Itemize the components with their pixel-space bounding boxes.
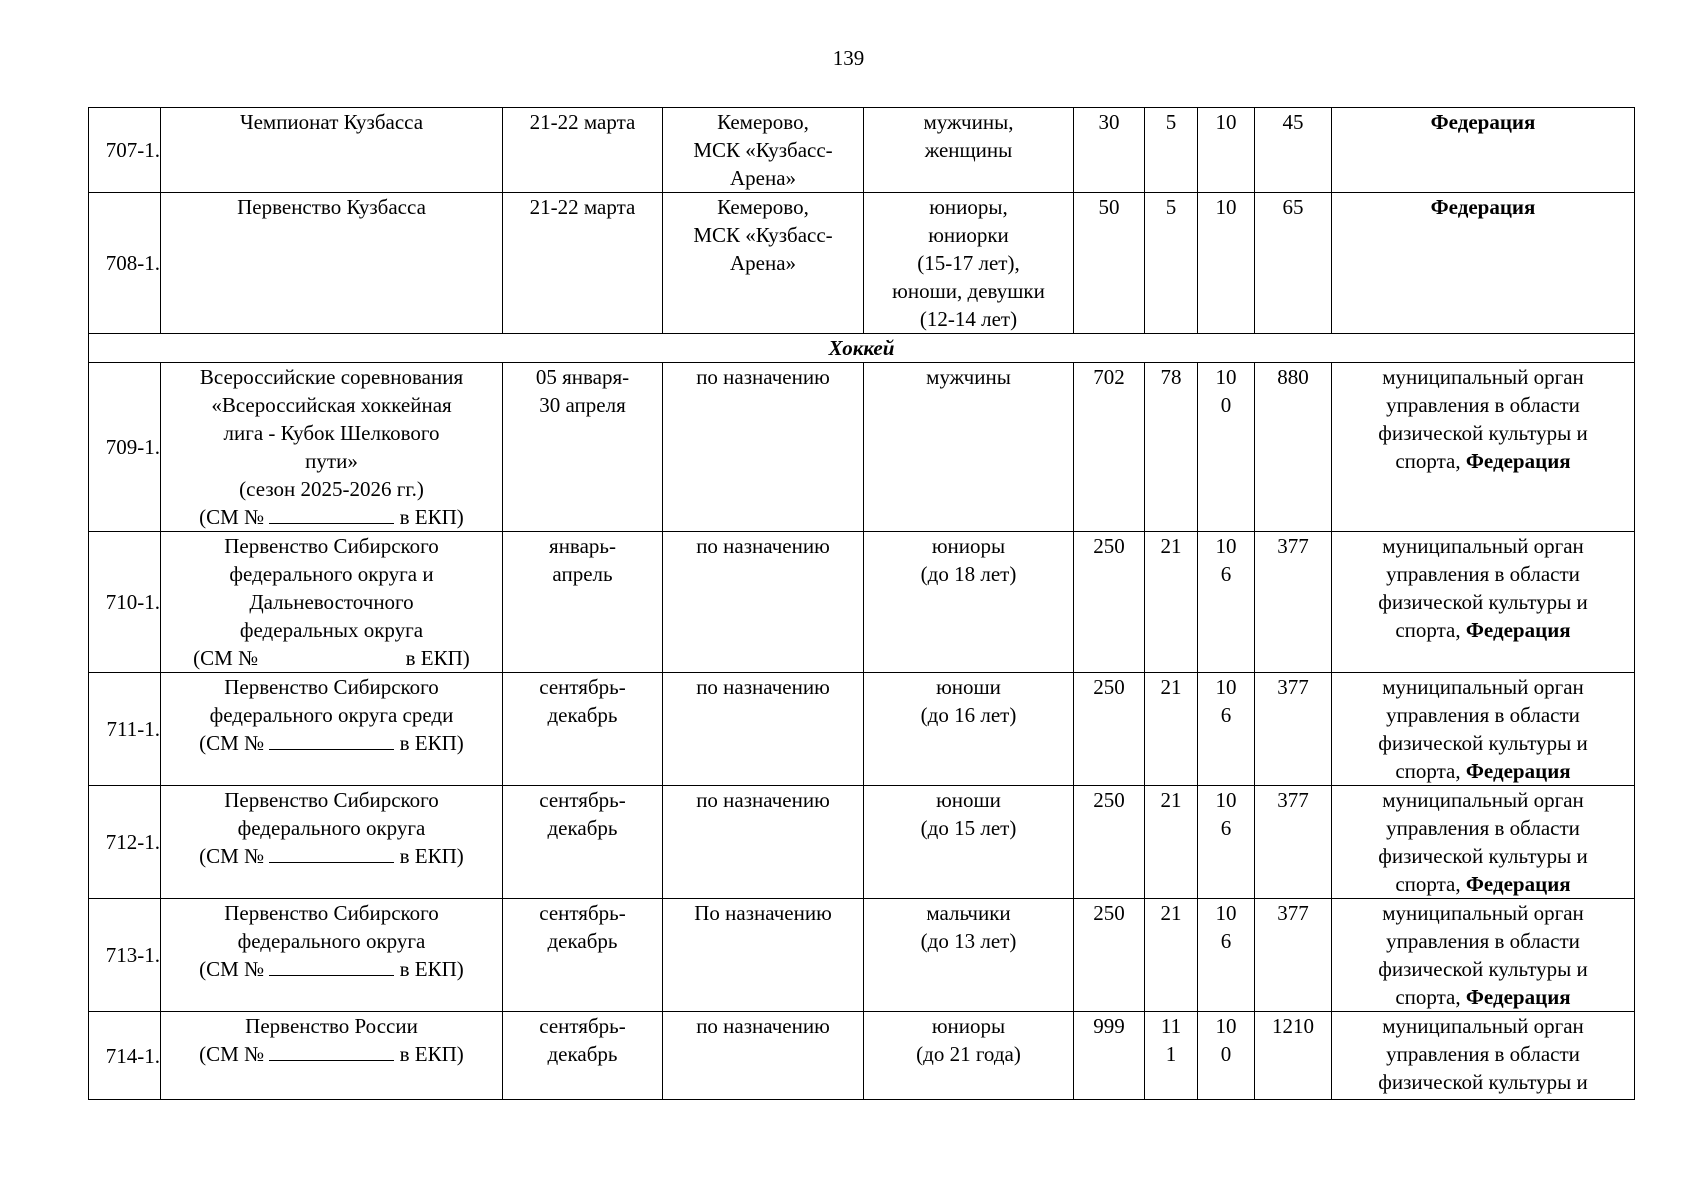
count-col-3-line: 10 (1215, 110, 1237, 134)
event-dates-line: январь- (549, 534, 616, 558)
event-place-line: по назначению (696, 534, 830, 558)
event-name-line: Первенство Сибирского (224, 534, 439, 558)
event-dates-line: 30 апреля (539, 393, 626, 417)
event-name-line: Всероссийские соревнования (199, 365, 464, 389)
event-participants-line: (15-17 лет), (917, 251, 1020, 275)
count-col-4-line: 45 (1282, 110, 1304, 134)
organizer-line (1334, 983, 1632, 1011)
event-participants (864, 673, 1074, 786)
organizer-line: физической культуры и (1378, 957, 1588, 981)
count-col-2-line: 21 (1160, 901, 1182, 925)
event-participants-line: (до 18 лет) (920, 562, 1017, 586)
count-col-4-line: 880 (1277, 365, 1309, 389)
count-col-1 (1074, 1012, 1145, 1100)
organizer-line: управления в области (1386, 816, 1580, 840)
organizer-line (1334, 757, 1632, 785)
count-col-4-line: 377 (1277, 788, 1309, 812)
event-place (663, 1012, 864, 1100)
event-dates-line: сентябрь- (539, 788, 626, 812)
count-col-3-line: 10 (1215, 788, 1237, 812)
organizer (1332, 673, 1635, 786)
event-participants-line: мальчики (926, 901, 1011, 925)
event-participants-line: мужчины, (923, 110, 1014, 134)
count-col-2-line: 5 (1165, 110, 1177, 134)
page-number: 139 (832, 46, 865, 70)
event-participants (864, 532, 1074, 673)
event-name (161, 1012, 503, 1100)
event-dates-line: сентябрь- (539, 901, 626, 925)
count-col-3 (1198, 786, 1255, 899)
event-dates-line: декабрь (547, 1042, 618, 1066)
count-col-3 (1198, 532, 1255, 673)
event-name (161, 363, 503, 532)
count-col-4 (1255, 1012, 1332, 1100)
event-participants (864, 193, 1074, 334)
count-col-4 (1255, 532, 1332, 673)
section-row (89, 334, 1635, 363)
count-col-2-line: 11 (1160, 1014, 1182, 1038)
organizer-line: физической культуры и (1378, 590, 1588, 614)
organizer-line: физической культуры и (1378, 731, 1588, 755)
event-dates (503, 1012, 663, 1100)
ekp-number-blank (269, 1042, 394, 1061)
event-participants-line: (до 21 года) (916, 1042, 1021, 1066)
table-row (89, 1012, 1635, 1100)
organizer-sport: спорта, (1395, 872, 1466, 896)
event-place (663, 363, 864, 532)
ekp-suffix: в ЕКП) (399, 1042, 464, 1066)
event-dates (503, 363, 663, 532)
count-col-3 (1198, 899, 1255, 1012)
event-place (663, 193, 864, 334)
ekp-number-blank (269, 957, 394, 976)
row-number: 714-1. (89, 1012, 161, 1100)
ekp-suffix: в ЕКП) (399, 731, 464, 755)
event-participants-line: женщины (924, 138, 1013, 162)
count-col-1-line: 30 (1098, 110, 1120, 134)
count-col-3 (1198, 108, 1255, 193)
ekp-number-blank (263, 647, 400, 665)
event-place-line: МСК «Кузбасс- (693, 223, 833, 247)
event-participants (864, 1012, 1074, 1100)
count-col-4 (1255, 363, 1332, 532)
count-col-4 (1255, 673, 1332, 786)
event-dates (503, 532, 663, 673)
count-col-2 (1145, 193, 1198, 334)
organizer-line: управления в области (1386, 393, 1580, 417)
count-col-3-line: 10 (1215, 1014, 1237, 1038)
event-participants-line: юноши (936, 675, 1001, 699)
event-name-line: Первенство Сибирского (224, 901, 439, 925)
count-col-2 (1145, 532, 1198, 673)
event-name-line: Первенство России (245, 1014, 418, 1038)
ekp-number-blank (269, 505, 394, 524)
event-name-line: «Всероссийская хоккейная (211, 393, 452, 417)
count-col-4 (1255, 108, 1332, 193)
event-dates-line: декабрь (547, 703, 618, 727)
organizer-line: управления в области (1386, 1042, 1580, 1066)
count-col-3-line: 6 (1220, 562, 1232, 586)
count-col-3-line: 0 (1220, 1042, 1232, 1066)
event-participants-line: юниорки (928, 223, 1009, 247)
count-col-2-line: 21 (1160, 675, 1182, 699)
organizer-line: физической культуры и (1378, 844, 1588, 868)
count-col-2 (1145, 673, 1198, 786)
table-row (89, 673, 1635, 786)
event-place-line: Арена» (729, 251, 797, 275)
event-place-line: Арена» (729, 166, 797, 190)
count-col-1 (1074, 363, 1145, 532)
event-name-line: федерального округа среди (209, 703, 454, 727)
event-name-line: лига - Кубок Шелкового (223, 421, 440, 445)
event-name-line: (сезон 2025-2026 гг.) (239, 477, 424, 501)
event-participants (864, 108, 1074, 193)
count-col-4-line: 65 (1282, 195, 1304, 219)
ekp-prefix: (СМ № (193, 646, 259, 670)
event-name-line: Первенство Сибирского (224, 788, 439, 812)
ekp-prefix: (СМ № (199, 844, 265, 868)
event-participants (864, 899, 1074, 1012)
count-col-2 (1145, 1012, 1198, 1100)
count-col-4 (1255, 899, 1332, 1012)
ekp-prefix: (СМ № (199, 505, 265, 529)
count-col-1 (1074, 108, 1145, 193)
ekp-number-blank (269, 731, 394, 750)
event-name-line: федеральных округа (239, 618, 424, 642)
event-name-line: Дальневосточного (249, 590, 414, 614)
event-name-line: пути» (305, 449, 358, 473)
event-participants-line: (до 16 лет) (920, 703, 1017, 727)
event-name-line: Первенство Кузбасса (237, 195, 426, 219)
organizer-line: муниципальный орган (1382, 675, 1584, 699)
event-place-line: по назначению (696, 788, 830, 812)
organizer-line: муниципальный орган (1382, 1014, 1584, 1038)
organizer-line: физической культуры и (1378, 1070, 1588, 1094)
organizer-sport: спорта, (1395, 985, 1466, 1009)
organizer-sport: спорта, (1395, 759, 1466, 783)
events-table (88, 107, 1635, 1100)
event-name (161, 786, 503, 899)
count-col-2-line: 21 (1160, 534, 1182, 558)
row-number: 709-1. (89, 363, 161, 532)
organizer (1332, 193, 1635, 334)
event-dates-line: декабрь (547, 816, 618, 840)
event-participants-line: (до 13 лет) (920, 929, 1017, 953)
event-name (161, 108, 503, 193)
row-number: 712-1. (89, 786, 161, 899)
event-place (663, 899, 864, 1012)
ekp-reference (163, 1040, 500, 1068)
event-dates (503, 899, 663, 1012)
event-participants-line: юниоры (931, 534, 1006, 558)
count-col-3-line: 6 (1220, 703, 1232, 727)
count-col-1-line: 50 (1098, 195, 1120, 219)
count-col-4-line: 377 (1277, 534, 1309, 558)
ekp-reference (163, 842, 500, 870)
organizer-line: управления в области (1386, 703, 1580, 727)
organizer-line: муниципальный орган (1382, 901, 1584, 925)
event-place-line: Кемерово, (717, 110, 809, 134)
event-place-line: по назначению (696, 365, 830, 389)
organizer-line (1334, 870, 1632, 898)
organizer-federation: Федерация (1465, 872, 1571, 896)
count-col-2 (1145, 786, 1198, 899)
organizer (1332, 363, 1635, 532)
count-col-1-line: 250 (1093, 901, 1125, 925)
event-participants-line: (12-14 лет) (919, 307, 1018, 331)
count-col-2 (1145, 108, 1198, 193)
event-name-line: федерального округа (237, 929, 426, 953)
count-col-1 (1074, 532, 1145, 673)
event-name (161, 899, 503, 1012)
organizer-federation: Федерация (1465, 618, 1571, 642)
event-participants-line: юноши (936, 788, 1001, 812)
event-dates-line: сентябрь- (539, 675, 626, 699)
table-row (89, 532, 1635, 673)
count-col-3-line: 10 (1215, 675, 1237, 699)
event-participants (864, 786, 1074, 899)
organizer-line: физической культуры и (1378, 421, 1588, 445)
organizer (1332, 108, 1635, 193)
organizer-sport: спорта, (1395, 449, 1466, 473)
ekp-prefix: (СМ № (199, 1042, 265, 1066)
count-col-2-line: 1 (1165, 1042, 1177, 1066)
count-col-1-line: 250 (1093, 534, 1125, 558)
event-dates (503, 193, 663, 334)
row-number: 713-1. (89, 899, 161, 1012)
event-participants-line: мужчины (926, 365, 1011, 389)
organizer-line (1334, 616, 1632, 644)
count-col-3-line: 10 (1215, 534, 1237, 558)
event-dates-line: 05 января- (535, 365, 630, 389)
event-participants-line: юниоры, (929, 195, 1008, 219)
event-participants-line: (до 15 лет) (920, 816, 1017, 840)
count-col-3-line: 6 (1220, 816, 1232, 840)
organizer-federation: Федерация (1465, 759, 1571, 783)
organizer-line: муниципальный орган (1382, 534, 1584, 558)
count-col-3-line: 10 (1215, 365, 1237, 389)
event-participants-line: юниоры (931, 1014, 1006, 1038)
organizer-sport: спорта, (1395, 618, 1466, 642)
count-col-1 (1074, 899, 1145, 1012)
count-col-4-line: 377 (1277, 901, 1309, 925)
section-title: Хоккей (89, 334, 1635, 363)
event-participants-line: юноши, девушки (892, 279, 1045, 303)
event-name-line: Первенство Сибирского (224, 675, 439, 699)
count-col-1-line: 250 (1093, 675, 1125, 699)
organizer-line (1334, 447, 1632, 475)
count-col-3-line: 10 (1215, 195, 1237, 219)
organizer-federation: Федерация (1465, 985, 1571, 1009)
count-col-2 (1145, 899, 1198, 1012)
organizer-line: муниципальный орган (1382, 788, 1584, 812)
event-place-line: МСК «Кузбасс- (693, 138, 833, 162)
event-name (161, 532, 503, 673)
event-name (161, 673, 503, 786)
count-col-2-line: 78 (1160, 365, 1182, 389)
row-number: 711-1. (89, 673, 161, 786)
organizer (1332, 1012, 1635, 1100)
ekp-suffix: в ЕКП) (399, 505, 464, 529)
event-dates-line: 21-22 марта (529, 195, 636, 219)
organizer-line: управления в области (1386, 562, 1580, 586)
count-col-2-line: 21 (1160, 788, 1182, 812)
count-col-2 (1145, 363, 1198, 532)
event-dates-line: декабрь (547, 929, 618, 953)
ekp-number-blank (269, 844, 394, 863)
table-row (89, 108, 1635, 193)
count-col-3-line: 10 (1215, 901, 1237, 925)
ekp-reference (163, 503, 500, 531)
count-col-3-line: 0 (1220, 393, 1232, 417)
row-number: 710-1. (89, 532, 161, 673)
event-dates (503, 673, 663, 786)
event-place (663, 108, 864, 193)
ekp-suffix: в ЕКП) (399, 957, 464, 981)
count-col-3 (1198, 193, 1255, 334)
event-name (161, 193, 503, 334)
event-place (663, 786, 864, 899)
count-col-1-line: 999 (1093, 1014, 1125, 1038)
count-col-4-line: 377 (1277, 675, 1309, 699)
event-place-line: По назначению (694, 901, 832, 925)
event-place-line: по назначению (696, 675, 830, 699)
organizer-line: управления в области (1386, 929, 1580, 953)
ekp-suffix: в ЕКП) (405, 646, 470, 670)
ekp-suffix: в ЕКП) (399, 844, 464, 868)
organizer-federation: Федерация (1465, 449, 1571, 473)
table-row (89, 786, 1635, 899)
count-col-4-line: 1210 (1272, 1014, 1314, 1038)
event-participants (864, 363, 1074, 532)
table-row (89, 193, 1635, 334)
organizer (1332, 786, 1635, 899)
table-row (89, 363, 1635, 532)
ekp-reference (163, 955, 500, 983)
count-col-1 (1074, 786, 1145, 899)
organizer-line: муниципальный орган (1382, 365, 1584, 389)
count-col-4 (1255, 786, 1332, 899)
event-place (663, 532, 864, 673)
count-col-2-line: 5 (1165, 195, 1177, 219)
event-place-line: Кемерово, (717, 195, 809, 219)
ekp-reference (163, 644, 500, 672)
organizer (1332, 532, 1635, 673)
event-dates-line: 21-22 марта (529, 110, 636, 134)
count-col-3 (1198, 363, 1255, 532)
count-col-1-line: 250 (1093, 788, 1125, 812)
row-number: 708-1. (89, 193, 161, 334)
event-name-line: федерального округа (237, 816, 426, 840)
count-col-1 (1074, 673, 1145, 786)
count-col-3-line: 6 (1220, 929, 1232, 953)
count-col-3 (1198, 1012, 1255, 1100)
ekp-prefix: (СМ № (199, 957, 265, 981)
event-dates-line: сентябрь- (539, 1014, 626, 1038)
row-number: 707-1. (89, 108, 161, 193)
count-col-4 (1255, 193, 1332, 334)
count-col-3 (1198, 673, 1255, 786)
count-col-1-line: 702 (1093, 365, 1125, 389)
organizer-line: Федерация (1430, 110, 1536, 134)
event-name-line: Чемпионат Кузбасса (239, 110, 424, 134)
event-place-line: по назначению (696, 1014, 830, 1038)
ekp-reference (163, 729, 500, 757)
event-dates (503, 786, 663, 899)
event-name-line: федерального округа и (229, 562, 434, 586)
event-place (663, 673, 864, 786)
organizer (1332, 899, 1635, 1012)
event-dates-line: апрель (552, 562, 613, 586)
count-col-1 (1074, 193, 1145, 334)
organizer-line: Федерация (1430, 195, 1536, 219)
event-dates (503, 108, 663, 193)
ekp-prefix: (СМ № (199, 731, 265, 755)
table-row (89, 899, 1635, 1012)
